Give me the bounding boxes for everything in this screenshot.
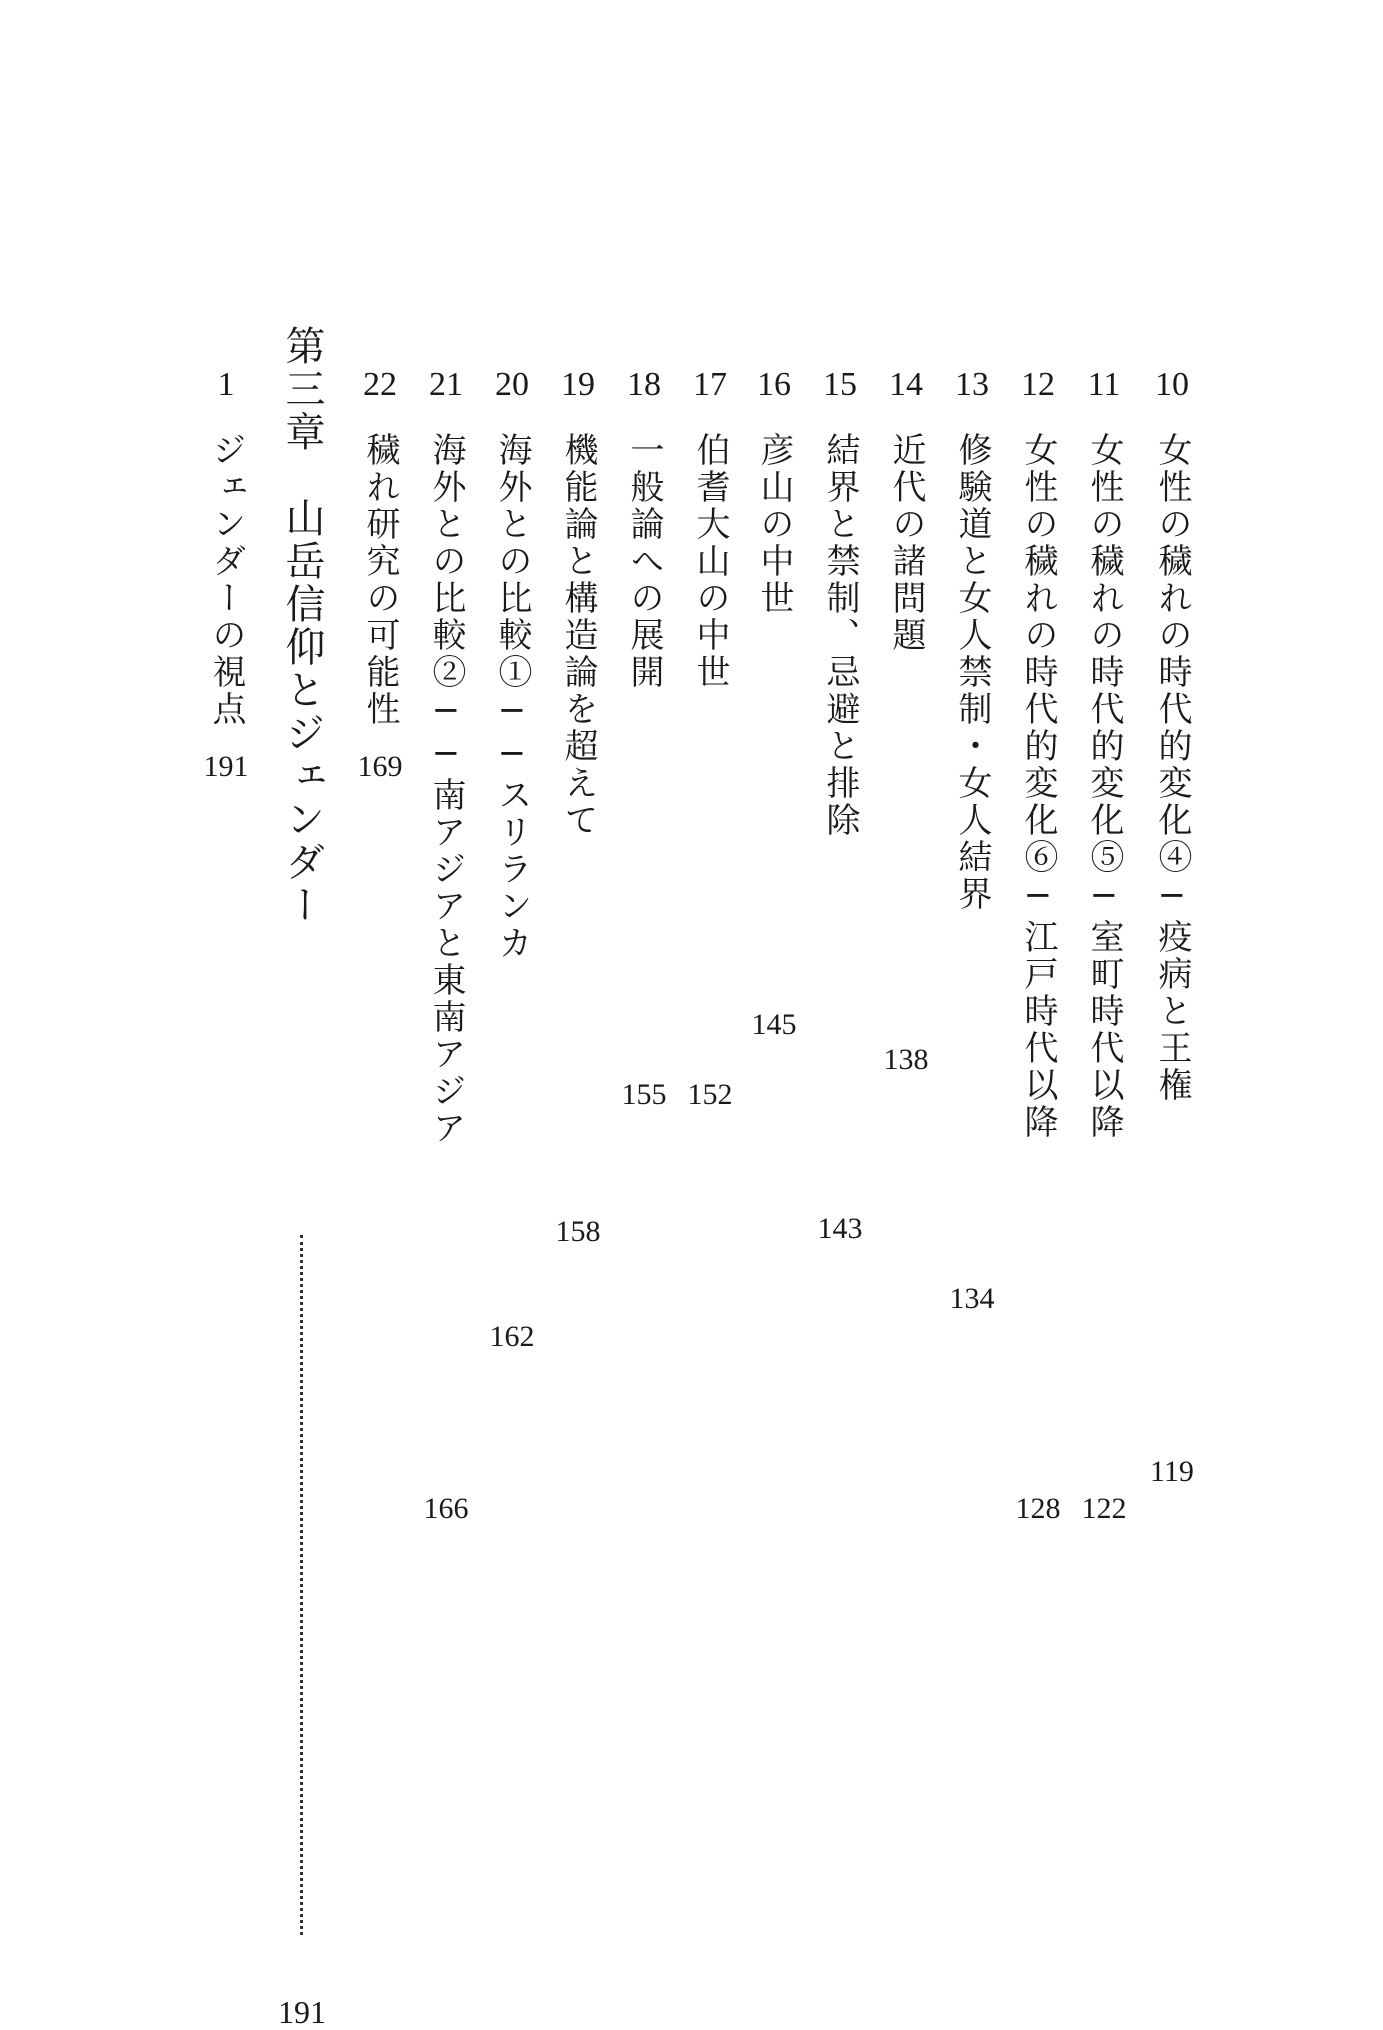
- entry-number: 1: [217, 366, 235, 403]
- entry-title: 海外との比較①──スリランカ: [492, 432, 532, 962]
- entry-number: 10: [1155, 366, 1189, 403]
- entry-page: 122: [1081, 1492, 1127, 1525]
- entry-number: 11: [1087, 366, 1121, 403]
- entry-number: 19: [561, 366, 595, 403]
- entry-title: 海外との比較②──南アジアと東南アジア: [426, 432, 466, 1147]
- entry-number: 21: [429, 366, 463, 403]
- entry-title: 近代の諸問題: [886, 432, 926, 654]
- entry-title: 穢れ研究の可能性: [360, 432, 400, 728]
- entry-title: 女性の穢れの時代的変化④─疫病と王権: [1152, 432, 1192, 1104]
- entry-number: 17: [693, 366, 727, 403]
- entry-title: 彦山の中世: [754, 432, 794, 617]
- entry-page: 143: [817, 1212, 863, 1245]
- entry-page: 145: [751, 1008, 797, 1041]
- entry-title: 結界と禁制、忌避と排除: [820, 432, 860, 839]
- entry-page: 138: [883, 1043, 929, 1076]
- chapter-page: 191: [278, 1994, 326, 2030]
- leader-dots: [300, 1235, 303, 1935]
- entry-title: 修験道と女人禁制・女人結界: [952, 432, 992, 913]
- entry-title: 機能論と構造論を超えて: [558, 432, 598, 839]
- entry-title: 女性の穢れの時代的変化⑥─江戸時代以降: [1018, 432, 1058, 1141]
- entry-title: 女性の穢れの時代的変化⑤─室町時代以降: [1084, 432, 1124, 1141]
- entry-page: 162: [489, 1320, 535, 1353]
- chapter-heading: [276, 325, 328, 2030]
- entry-page: 152: [687, 1078, 733, 1111]
- entry-number: 20: [495, 366, 529, 403]
- entry-number: 22: [363, 366, 397, 403]
- entry-page: 134: [949, 1282, 995, 1315]
- entry-number: 12: [1021, 366, 1055, 403]
- entry-number: 15: [823, 366, 857, 403]
- entry-page: 191: [203, 750, 249, 783]
- entry-number: 14: [889, 366, 923, 403]
- entry-page: 119: [1150, 1455, 1194, 1488]
- entry-number: 18: [627, 366, 661, 403]
- entry-page: 128: [1015, 1492, 1061, 1525]
- entry-number: 16: [757, 366, 791, 403]
- chapter-title: 第三章 山岳信仰とジェンダー: [279, 325, 325, 927]
- entry-page: 158: [555, 1215, 601, 1248]
- entry-title: 一般論への展開: [624, 432, 664, 691]
- entry-page: 166: [423, 1492, 469, 1525]
- entry-number: 13: [955, 366, 989, 403]
- entry-page: 169: [357, 750, 403, 783]
- entry-page: 155: [621, 1078, 667, 1111]
- entry-title: 伯耆大山の中世: [690, 432, 730, 691]
- entry-title: ジェンダーの視点: [206, 432, 246, 728]
